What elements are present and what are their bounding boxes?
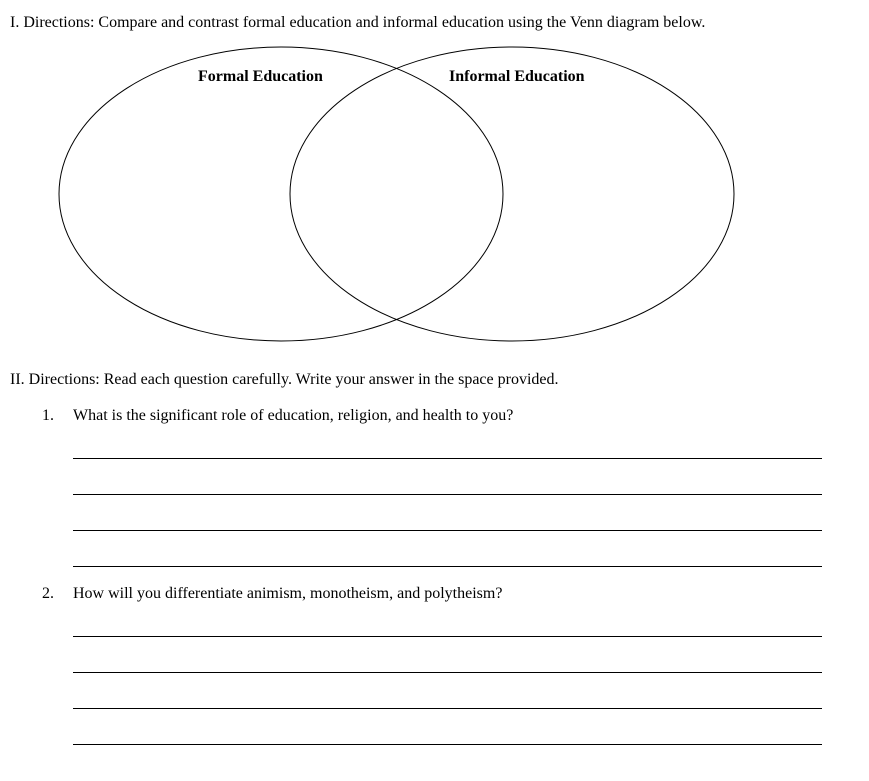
answer-line[interactable] [73,672,822,673]
answer-line[interactable] [73,494,822,495]
venn-diagram [0,0,869,360]
venn-label-formal: Formal Education [198,68,323,85]
question-text: How will you differentiate animism, monotheism, and polytheism? [73,585,503,602]
venn-circle-informal [290,47,734,341]
section-1-directions: I. Directions: Compare and contrast formal education and informal education using the Venn diagram below. [10,14,706,31]
question-1 [42,406,513,426]
question-2 [42,584,502,604]
answer-line[interactable] [73,708,822,709]
question-number: 2. [42,585,54,602]
answer-line[interactable] [73,636,822,637]
venn-circle-formal [59,47,503,341]
answer-line[interactable] [73,566,822,567]
answer-line[interactable] [73,744,822,745]
section-2-directions: II. Directions: Read each question carefully. Write your answer in the space provided. [10,371,559,388]
answer-line[interactable] [73,530,822,531]
question-text: What is the significant role of education, religion, and health to you? [73,407,514,424]
answer-line[interactable] [73,458,822,459]
question-number: 1. [42,407,54,424]
venn-label-informal: Informal Education [449,68,585,85]
